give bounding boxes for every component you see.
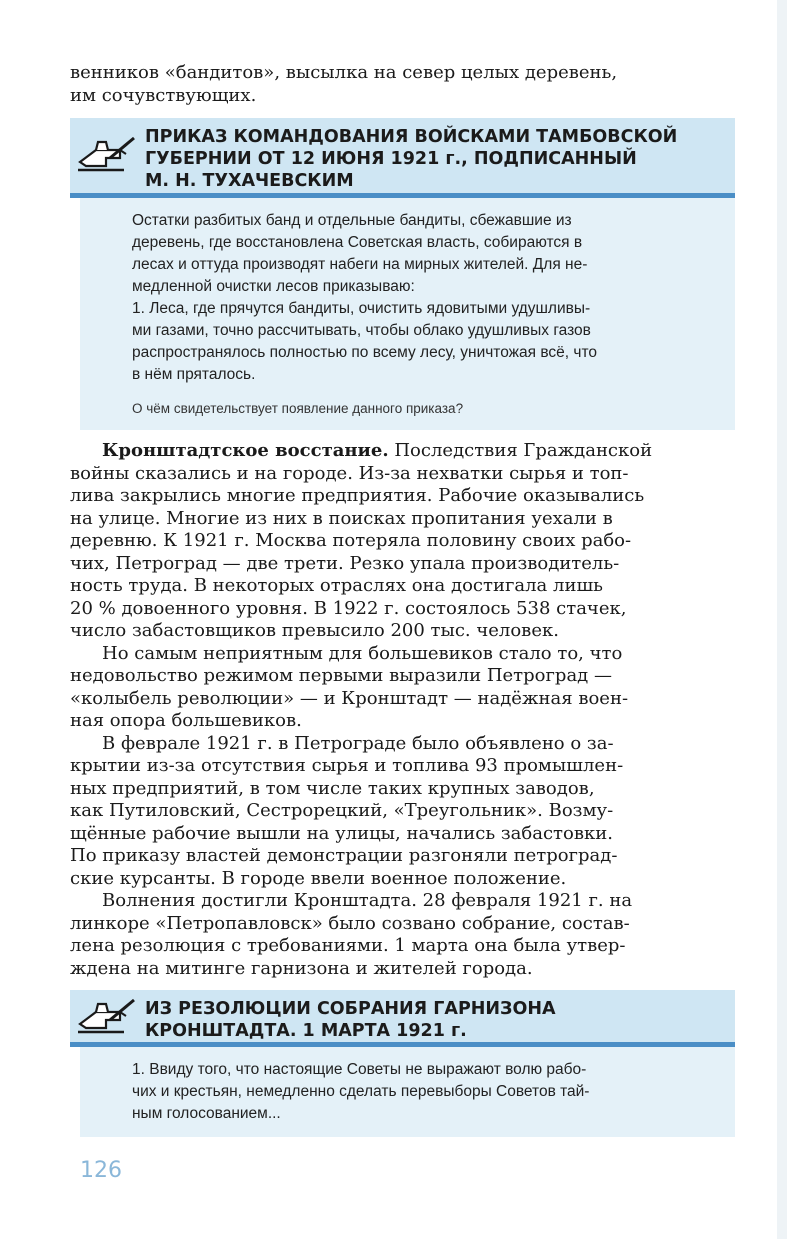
writing-hand-icon — [76, 994, 138, 1038]
doc1-line: Остатки разбитых банд и отдельные бандиты, сбежавшие из — [132, 212, 572, 229]
doc2-body — [80, 1047, 735, 1137]
intro-line: венников «бандитов», высылка на север целых деревень, — [70, 62, 618, 83]
text-line: чих, Петроград — две трети. Резко упала производитель- — [70, 552, 620, 574]
text-line: деревню. К 1921 г. Москва потеряла половину своих рабо- — [70, 530, 632, 551]
text-line: войны сказались и на городе. Из-за нехватки сырья и топ- — [70, 462, 629, 484]
doc1-title-line: ГУБЕРНИИ ОТ 12 ИЮНЯ 1921 г., ПОДПИСАННЫЙ — [145, 149, 637, 169]
text-line: лена резолюция с требованиями. 1 марта она была утвер- — [70, 935, 626, 956]
text-line: ная опора большевиков. — [70, 710, 302, 731]
doc1-line: распространялось полностью по всему лесу, уничтожая всё, что — [132, 344, 598, 361]
doc2-line: 1. Ввиду того, что настоящие Советы не выражают волю рабо- — [132, 1061, 587, 1078]
doc1-line: ми газами, точно рассчитывать, чтобы облако удушливых газов — [132, 322, 591, 339]
text-line: число забастовщиков превысило 200 тыс. человек. — [70, 620, 559, 641]
doc1-title-line: М. Н. ТУХАЧЕВСКИМ — [145, 171, 354, 191]
paragraph-1-first: Последствия Гражданской — [388, 440, 653, 461]
intro-line: им сочувствующих. — [70, 84, 257, 106]
text-line: крытии из-за отсутствия сырья и топлива 93 промышлен- — [70, 755, 624, 776]
intro-text — [70, 62, 740, 107]
paragraph-2 — [70, 643, 740, 733]
paragraph-1 — [70, 440, 740, 463]
doc2-title-line: ИЗ РЕЗОЛЮЦИИ СОБРАНИЯ ГАРНИЗОНА — [145, 999, 556, 1019]
doc1-header — [70, 118, 735, 198]
doc1-text — [132, 210, 719, 386]
text-line: недовольство режимом первыми выразили Петроград — — [70, 665, 612, 686]
text-line: ские курсанты. В городе ввели военное положение. — [70, 867, 567, 889]
text-line: линкоре «Петропавловск» было созвано собрание, состав- — [70, 912, 630, 934]
text-line: Волнения достигли Кронштадта. 28 февраля 1921 г. на — [102, 890, 633, 911]
text-line: ждена на митинге гарнизона и жителей города. — [70, 957, 533, 979]
text-line: В феврале 1921 г. в Петрограде было объявлено о за- — [102, 732, 614, 754]
doc2-text — [132, 1059, 719, 1125]
doc1-body — [80, 198, 735, 430]
doc1-title — [145, 126, 725, 192]
text-line: как Путиловский, Сестрорецкий, «Треугольник». Возму- — [70, 800, 614, 821]
text-line: Но самым неприятным для большевиков стало то, что — [102, 642, 623, 664]
text-line: ность труда. В некоторых отраслях она достигала лишь — [70, 575, 603, 596]
doc2-header — [70, 990, 735, 1047]
doc1-line: медленной очистки лесов приказываю: — [132, 278, 415, 295]
doc2-title-line: КРОНШТАДТА. 1 МАРТА 1921 г. — [145, 1021, 467, 1041]
doc1-title-line: ПРИКАЗ КОМАНДОВАНИЯ ВОЙСКАМИ ТАМБОВСКОЙ — [145, 127, 678, 147]
text-line: «колыбель революции» — и Кронштадт — надёжная воен- — [70, 687, 629, 709]
text-line: на улице. Многие из них в поисках пропитания уехали в — [70, 507, 613, 529]
text-line: По приказу властей демонстрации разгоняли петроград- — [70, 845, 618, 866]
text-line: лива закрылись многие предприятия. Рабочие оказывались — [70, 485, 645, 506]
paragraph-1-body — [70, 463, 740, 643]
text-line: щённые рабочие вышли на улицы, начались забастовки. — [70, 822, 613, 844]
doc2-line: чих и крестьян, немедленно сделать перевыборы Советов тай- — [132, 1083, 590, 1100]
doc1-question: О чём свидетельствует появление данного приказа? — [132, 401, 464, 416]
doc1-line: в нём пряталось. — [132, 366, 256, 383]
doc1-line: деревень, где восстановлена Советская власть, собираются в — [132, 234, 583, 251]
writing-hand-icon — [76, 132, 138, 176]
paragraph-4 — [70, 890, 740, 980]
doc1-line: лесах и оттуда производят набеги на мирных жителей. Для не- — [132, 256, 588, 273]
page-edge-shade — [777, 0, 787, 1239]
doc2-line: ным голосованием... — [132, 1105, 281, 1122]
doc2-title — [145, 998, 725, 1042]
text-line: 20 % довоенного уровня. В 1922 г. состоялось 538 стачек, — [70, 597, 627, 619]
paragraph-3 — [70, 733, 740, 891]
section-heading: Кронштадтское восстание. — [102, 440, 389, 461]
text-line: ных предприятий, в том числе таких крупных заводов, — [70, 777, 595, 799]
doc1-line: 1. Леса, где прячутся бандиты, очистить ядовитыми удушливы- — [132, 300, 591, 317]
page-number: 126 — [80, 1158, 122, 1183]
